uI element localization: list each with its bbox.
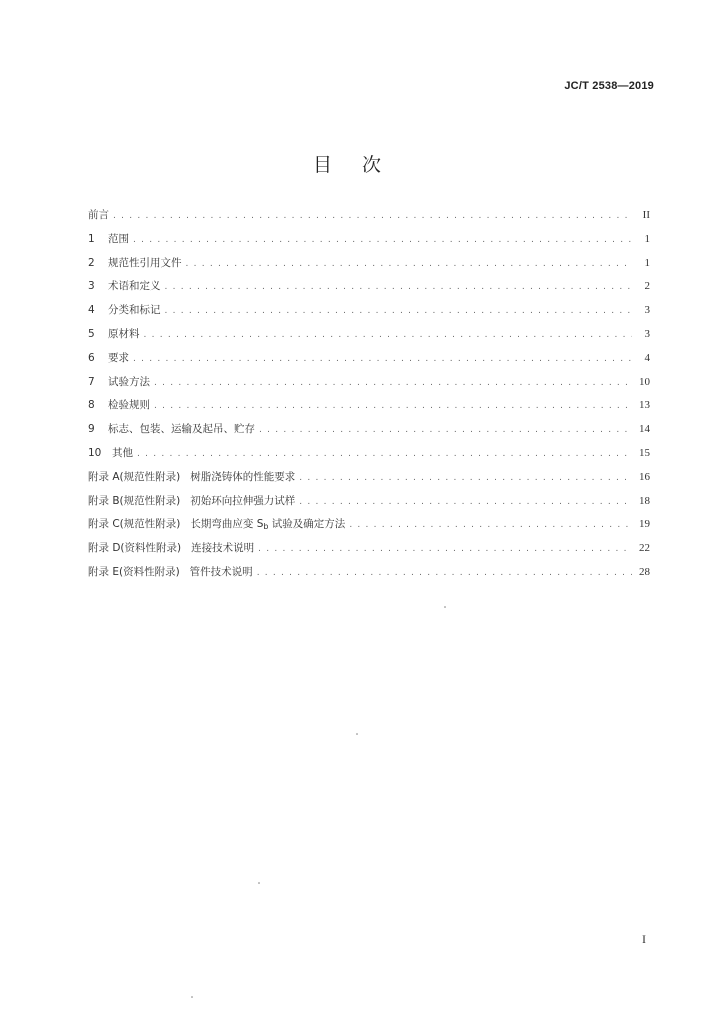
toc-leader-dots [299,497,632,507]
page-number: I [642,932,646,946]
toc-entry-1[interactable] [88,231,650,255]
toc-entry-label: 附录 B(规范性附录) 初始环向拉伸强力试样 [88,494,296,507]
toc-leader-dots [258,544,632,554]
toc-entry-label: 规范性引用文件 [108,256,182,269]
toc-entry-label-main: 附录 C(规范性附录) 长期弯曲应变 S [88,518,264,531]
toc-leader-dots [186,259,633,269]
toc-entry-label: 术语和定义 [108,280,161,293]
toc-entry-number: 1 [88,232,95,245]
toc-leader-dots [154,378,632,388]
toc-entry-page: 19 [639,518,650,531]
toc-entry-3[interactable] [88,278,650,302]
toc-leader-dots [133,235,632,245]
toc-entry-page: 1 [644,232,650,245]
toc-entry-number: 3 [88,280,95,293]
toc-entry-number: 9 [88,423,95,436]
toc-entry-2[interactable] [88,255,650,279]
toc-entry-appendix-b[interactable] [88,493,650,517]
toc-entry-page: 4 [644,351,650,364]
toc-entry-preface[interactable] [88,207,650,231]
toc-leader-dots [154,401,632,411]
toc-entry-label: 要求 [108,351,129,364]
toc-entry-page: 13 [639,399,650,412]
toc-entry-number: 5 [88,327,95,340]
toc-entry-label: 分类和标记 [108,304,161,317]
toc-entry-label: 检验规则 [108,399,150,412]
toc-entry-page: 2 [644,280,650,293]
toc-leader-dots [259,425,632,435]
toc-entry-page: II [642,209,650,221]
toc-leader-dots [113,211,632,221]
scan-speck [258,882,260,884]
toc-leader-dots [144,330,633,340]
toc-entry-label: 其他 [112,446,133,459]
scan-speck [191,996,193,998]
toc-entry-page: 22 [639,542,650,555]
toc-entry-label: 前言 [88,209,109,221]
toc-entry-page: 10 [639,375,650,388]
toc-entry-page: 15 [639,446,650,459]
toc-entry-page: 18 [639,494,650,507]
toc-entry-label: 标志、包装、运输及起吊、贮存 [108,423,255,436]
toc-title: 目次 [312,154,411,176]
toc-entry-page: 16 [639,470,650,483]
toc-leader-dots [299,473,632,483]
toc-leader-dots [349,520,632,530]
scan-speck [356,733,358,735]
toc-entry-appendix-a[interactable] [88,469,650,493]
toc-leader-dots [133,354,632,364]
toc-entry-label: 附录 A(规范性附录) 树脂浇铸体的性能要求 [88,470,296,483]
toc-entry-5[interactable] [88,326,650,350]
toc-entry-10[interactable] [88,445,650,469]
toc-entry-label: 附录 E(资料性附录) 管件技术说明 [88,565,253,578]
toc-entry-number: 6 [88,351,95,364]
toc-entry-label: 原材料 [108,327,140,340]
toc-entry-label [88,516,345,531]
toc-leader-dots [137,449,632,459]
toc-entry-page: 3 [644,327,650,340]
toc-entry-number: 4 [88,304,95,317]
toc-entry-number: 8 [88,399,95,412]
toc-entry-label: 附录 D(资料性附录) 连接技术说明 [88,542,255,555]
toc-entry-6[interactable] [88,350,650,374]
toc-entry-page: 1 [644,256,650,269]
toc-leader-dots [165,306,633,316]
toc-entry-4[interactable] [88,302,650,326]
toc-entry-appendix-d[interactable] [88,540,650,564]
toc-entry-9[interactable] [88,421,650,445]
toc-entry-8[interactable] [88,397,650,421]
toc-leader-dots [257,568,632,578]
toc-entry-number: 7 [88,375,95,388]
toc-entry-appendix-c[interactable] [88,516,650,540]
document-code: JC/T 2538—2019 [564,80,654,92]
toc-entry-7[interactable] [88,374,650,398]
toc-entry-page: 3 [644,304,650,317]
table-of-contents [88,207,650,588]
toc-entry-label: 范围 [108,232,129,245]
toc-entry-appendix-e[interactable] [88,564,650,588]
toc-entry-label-tail: 试验及确定方法 [268,518,346,531]
toc-entry-page: 14 [639,423,650,436]
toc-entry-label-subscript: b [263,522,269,532]
toc-leader-dots [165,282,633,292]
toc-entry-number: 2 [88,256,95,269]
toc-entry-label: 试验方法 [108,375,150,388]
scan-speck [444,606,446,608]
toc-entry-number: 10 [88,446,102,459]
toc-entry-page: 28 [639,565,650,578]
